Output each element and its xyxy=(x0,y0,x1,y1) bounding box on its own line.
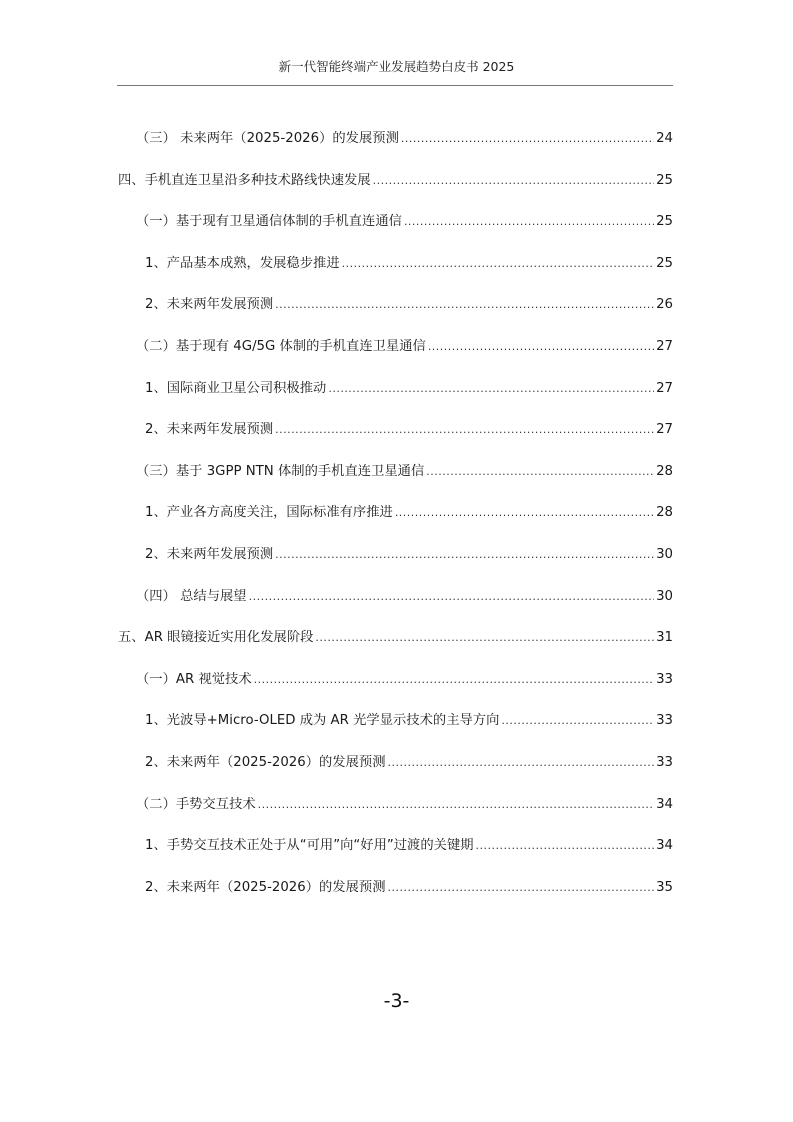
toc-entry[interactable] xyxy=(118,709,673,751)
toc-entry-label: （一）基于现有卫星通信体制的手机直连通信 xyxy=(136,214,402,230)
toc-entry-label: 2、未来两年发展预测 xyxy=(145,297,274,313)
toc-entry[interactable] xyxy=(118,377,673,419)
toc-entry[interactable] xyxy=(118,585,673,627)
toc-leader-dots xyxy=(388,756,655,769)
toc-entry-page: 28 xyxy=(656,505,673,521)
toc-entry-label: （四） 总结与展望 xyxy=(136,588,247,604)
toc-entry-page: 28 xyxy=(656,463,673,479)
toc-entry[interactable] xyxy=(118,793,673,835)
toc-leader-dots xyxy=(275,548,654,561)
toc-entry[interactable] xyxy=(118,293,673,335)
toc-entry-page: 26 xyxy=(656,297,673,313)
toc-entry-label: 1、产业各方高度关注，国际标准有序推进 xyxy=(145,505,393,521)
toc-entry[interactable] xyxy=(118,418,673,460)
toc-entry[interactable] xyxy=(118,876,673,918)
toc-leader-dots xyxy=(373,174,654,187)
toc-entry-label: 2、未来两年发展预测 xyxy=(145,546,274,562)
toc-leader-dots xyxy=(395,506,654,519)
toc-entry-label: （二）基于现有 4G/5G 体制的手机直连卫星通信 xyxy=(136,338,426,354)
toc-leader-dots xyxy=(428,340,654,353)
table-of-contents xyxy=(118,127,673,917)
toc-entry-page: 31 xyxy=(656,630,673,646)
toc-entry-page: 25 xyxy=(656,255,673,271)
toc-leader-dots xyxy=(476,839,655,852)
page-number: -3- xyxy=(383,990,410,1012)
toc-entry-page: 27 xyxy=(656,338,673,354)
toc-entry-label: 1、手势交互技术正处于从“可用”向“好用”过渡的关键期 xyxy=(145,838,474,854)
toc-entry[interactable] xyxy=(118,460,673,502)
toc-entry-page: 35 xyxy=(656,879,673,895)
toc-entry-page: 34 xyxy=(656,838,673,854)
toc-entry-label: （三） 未来两年（2025-2026）的发展预测 xyxy=(136,131,399,146)
toc-entry[interactable] xyxy=(118,626,673,668)
toc-entry-label: （三）基于 3GPP NTN 体制的手机直连卫星通信 xyxy=(136,463,425,479)
toc-entry[interactable] xyxy=(118,127,673,169)
toc-entry-page: 25 xyxy=(656,172,673,188)
toc-entry-page: 30 xyxy=(656,546,673,562)
toc-entry-page: 25 xyxy=(656,214,673,230)
toc-entry-label: 1、产品基本成熟，发展稳步推进 xyxy=(145,255,340,271)
toc-entry[interactable] xyxy=(118,501,673,543)
toc-entry[interactable] xyxy=(118,252,673,294)
toc-entry[interactable] xyxy=(118,210,673,252)
toc-entry-page: 33 xyxy=(656,671,673,687)
toc-entry[interactable] xyxy=(118,751,673,793)
toc-entry-label: 2、未来两年发展预测 xyxy=(145,422,274,438)
toc-entry-label: 2、未来两年（2025-2026）的发展预测 xyxy=(145,754,386,770)
toc-leader-dots xyxy=(404,215,654,228)
toc-entry[interactable] xyxy=(118,543,673,585)
toc-entry-label: 五、AR 眼镜接近实用化发展阶段 xyxy=(118,630,314,646)
toc-leader-dots xyxy=(249,590,654,603)
toc-entry-page: 27 xyxy=(656,422,673,438)
toc-leader-dots xyxy=(315,631,654,644)
toc-entry-page: 30 xyxy=(656,588,673,604)
toc-leader-dots xyxy=(426,465,654,478)
toc-leader-dots xyxy=(388,881,655,894)
toc-entry-label: 1、国际商业卫星公司积极推动 xyxy=(145,380,327,396)
toc-entry-page: 33 xyxy=(656,713,673,729)
toc-entry[interactable] xyxy=(118,169,673,211)
toc-leader-dots xyxy=(258,798,654,811)
toc-entry-label: 2、未来两年（2025-2026）的发展预测 xyxy=(145,879,386,895)
header-divider xyxy=(117,85,673,86)
toc-entry-label: 四、手机直连卫星沿多种技术路线快速发展 xyxy=(118,172,371,188)
toc-entry[interactable] xyxy=(118,668,673,710)
toc-leader-dots xyxy=(342,257,654,270)
toc-leader-dots xyxy=(254,673,654,686)
toc-entry-page: 27 xyxy=(656,380,673,396)
toc-leader-dots xyxy=(401,132,654,145)
page-header-title: 新一代智能终端产业发展趋势白皮书 2025 xyxy=(278,59,515,74)
toc-entry-label: （二）手势交互技术 xyxy=(136,796,256,812)
toc-entry[interactable] xyxy=(118,834,673,876)
toc-entry-label: （一）AR 视觉技术 xyxy=(136,671,252,687)
toc-leader-dots xyxy=(275,298,654,311)
toc-leader-dots xyxy=(328,382,654,395)
toc-leader-dots xyxy=(275,423,654,436)
toc-entry-label: 1、光波导+Micro-OLED 成为 AR 光学显示技术的主导方向 xyxy=(145,713,500,729)
toc-leader-dots xyxy=(501,714,654,727)
toc-entry-page: 24 xyxy=(656,131,673,146)
toc-entry-page: 33 xyxy=(656,754,673,770)
toc-entry[interactable] xyxy=(118,335,673,377)
toc-entry-page: 34 xyxy=(656,796,673,812)
